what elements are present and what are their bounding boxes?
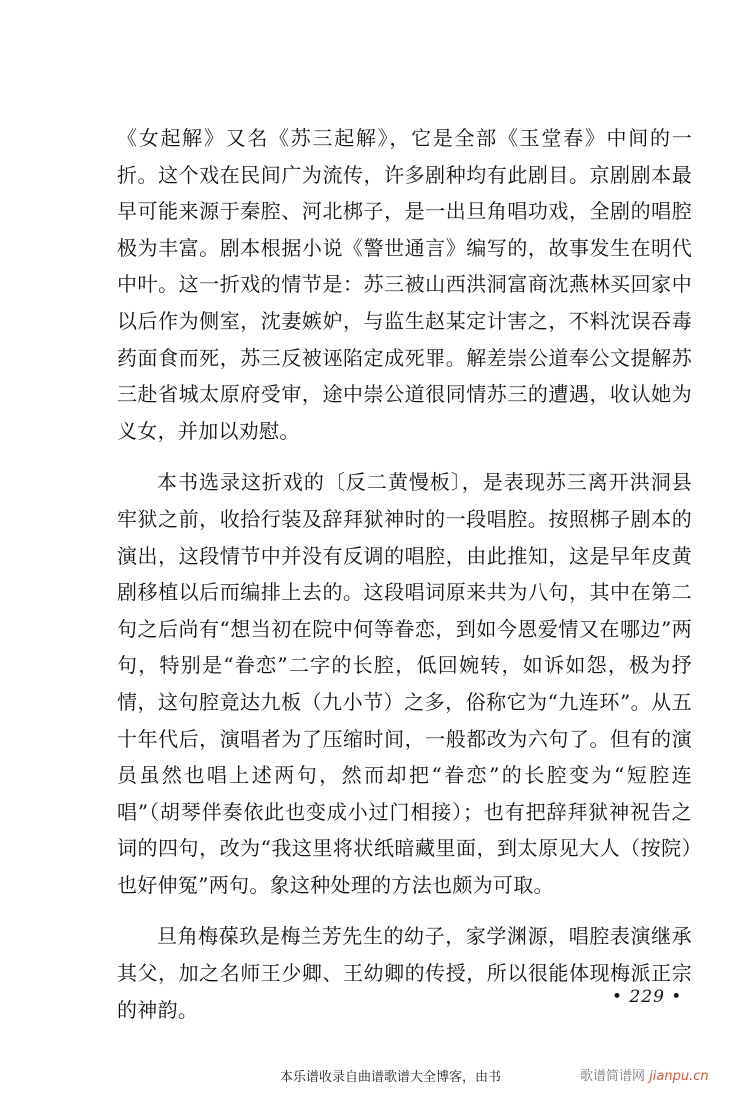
page-number: • 229 • [612, 987, 683, 1007]
paragraph-selection: 本书选录这折戏的〔反二黄慢板〕，是表现苏三离开洪洞县牢狱之前，收拾行装及辞拜狱神时的一段唱腔。按照梆子剧本的演出，这段情节中并没有反调的唱腔，由此推知，这是早年皮黄剧移植以后而编排上去的。这段唱词原来共为八句，其中在第二句之后尚有“想当初在院中何等眷恋，到如今恩爱情又在哪边”两句，特别是“眷恋”二字的长腔，低回婉转，如诉如怨，极为抒情，这句腔竟达九板（九小节）之多，俗称它为“九连环”。从五十年代后，演唱者为了压缩时间，一般都改为六句了。但有的演员虽然也唱上述两句，然而却把“眷恋”的长腔变为“短腔连唱”（胡琴伴奏依此也变成小过门相接）；也有把辞拜狱神祝告之词的四句，改为“我这里将状纸暗藏里面，到太原见大人（按院）也好伸冤”两句。象这种处理的方法也颇为可取。 [117, 470, 692, 897]
paragraph-performer: 旦角梅葆玖是梅兰芳先生的幼子，家学渊源，唱腔表演继承其父，加之名师王少卿、王幼卿的传授，所以很能体现梅派正宗的神韵。 [117, 924, 692, 1022]
watermark-domain: jianpu.cn [649, 1069, 709, 1084]
paragraph-intro: 《女起解》又名《苏三起解》，它是全部《玉堂春》中间的一折。这个戏在民间广为流传，许多剧种均有此剧目。京剧剧本最早可能来源于秦腔、河北梆子，是一出旦角唱功戏，全剧的唱腔极为丰富。剧本根据小说《警世通言》编写的，故事发生在明代中叶。这一折戏的情节是：苏三被山西洪洞富商沈燕林买回家中以后作为侧室，沈妻嫉妒，与监生赵某定计害之，不料沈误吞毒药面食而死，苏三反被诬陷定成死罪。解差崇公道奉公文提解苏三赴省城太原府受审，途中崇公道很同情苏三的遭遇，收认她为义女，并加以劝慰。 [117, 126, 692, 443]
watermark [580, 1065, 709, 1084]
watermark-site-name: 歌谱简谱网 [580, 1069, 646, 1084]
footer-source-note: 本乐谱收录自曲谱歌谱大全博客，由书 [280, 1070, 502, 1085]
body-text [117, 120, 692, 1043]
